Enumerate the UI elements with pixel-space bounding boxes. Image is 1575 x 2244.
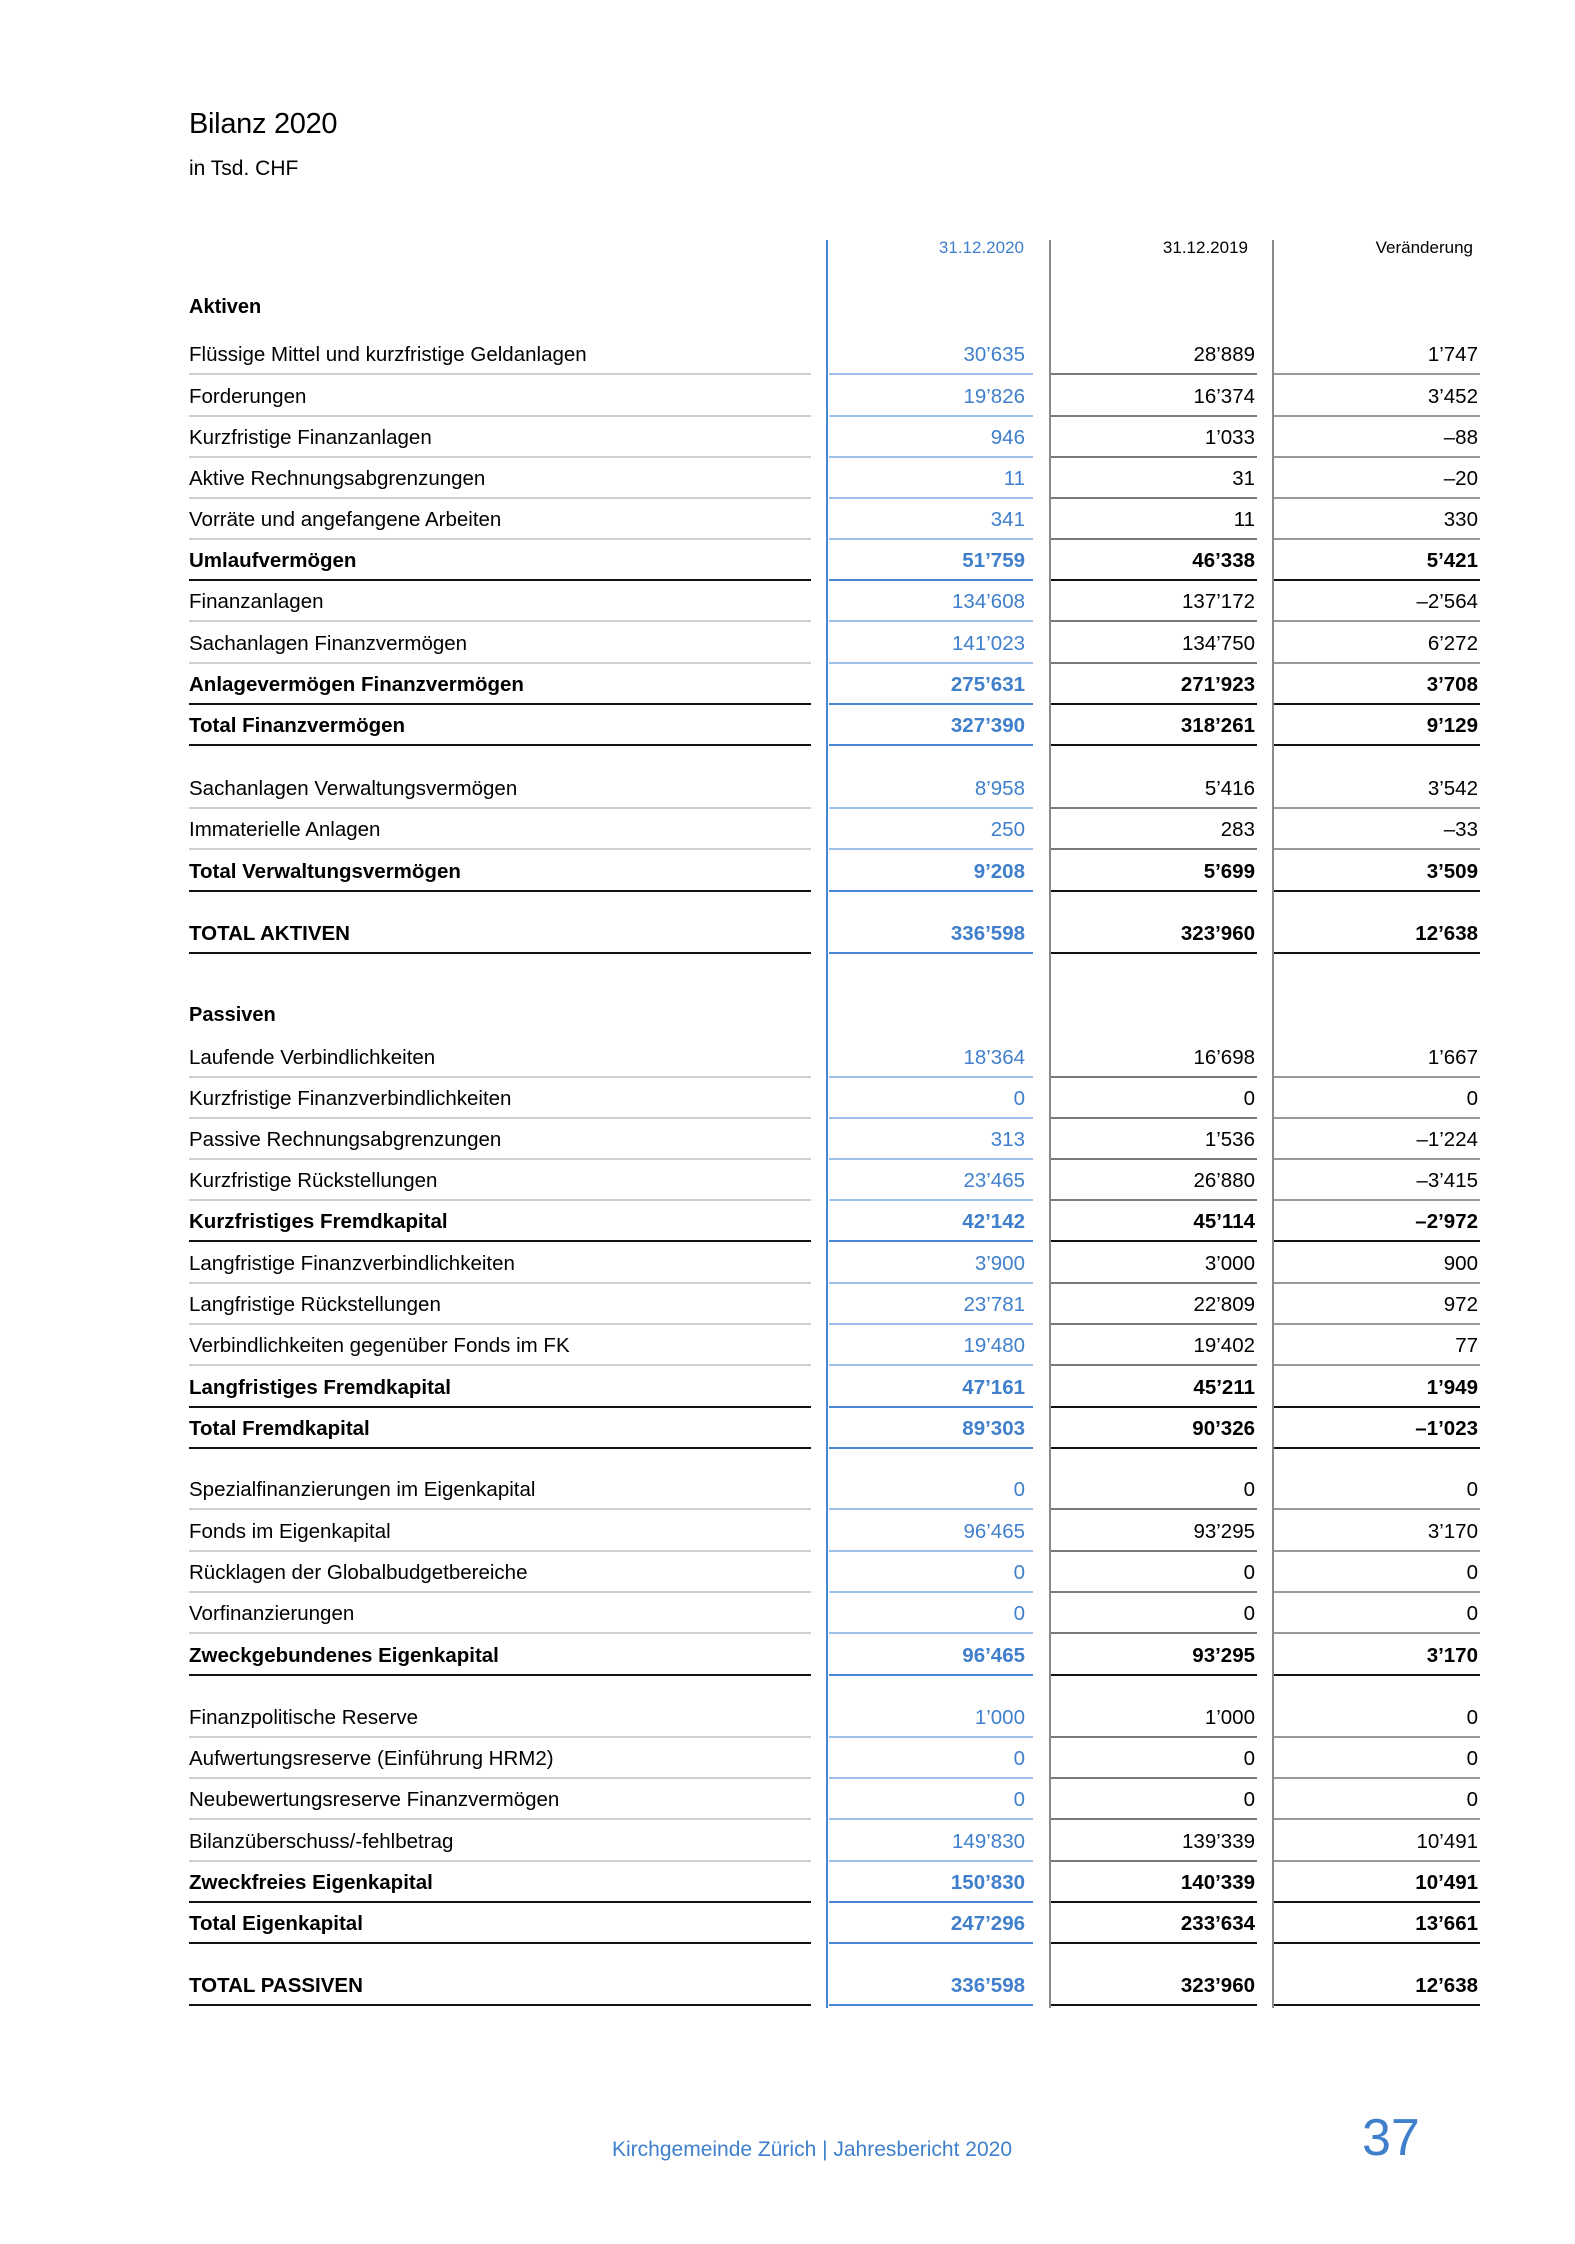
column-header-2020: 31.12.2020 [938, 238, 1024, 257]
value-2020: 150’830 [829, 1862, 1033, 1903]
table-row [0, 1635, 1575, 1676]
value-2019: 318’261 [1051, 705, 1257, 746]
value-change: 6’272 [1274, 623, 1480, 664]
value-2020: 0 [829, 1552, 1033, 1593]
row-label: Vorräte und angefangene Arbeiten [189, 499, 811, 540]
value-2020: 23’781 [829, 1284, 1033, 1325]
value-2019: 1’536 [1051, 1119, 1257, 1160]
row-label: Aktive Rechnungsabgrenzungen [189, 458, 811, 499]
value-change: 3’170 [1274, 1511, 1480, 1552]
value-2020: 51’759 [829, 540, 1033, 581]
value-2019: 26’880 [1051, 1160, 1257, 1201]
value-change: 1’667 [1274, 1037, 1480, 1078]
table-row [0, 1862, 1575, 1903]
section-heading-passiven: Passiven [189, 1004, 276, 1026]
row-label: Sachanlagen Verwaltungsvermögen [189, 768, 811, 809]
value-change: 0 [1274, 1697, 1480, 1738]
value-2020: 0 [829, 1078, 1033, 1119]
value-change: –33 [1274, 809, 1480, 850]
value-2020: 0 [829, 1738, 1033, 1779]
value-change: 900 [1274, 1243, 1480, 1284]
value-2019: 28’889 [1051, 334, 1257, 375]
table-row [0, 705, 1575, 746]
row-label: Flüssige Mittel und kurzfristige Geldanlagen [189, 334, 811, 375]
value-2020: 23’465 [829, 1160, 1033, 1201]
value-change: 13’661 [1274, 1903, 1480, 1944]
value-2019: 140’339 [1051, 1862, 1257, 1903]
value-2019: 93’295 [1051, 1635, 1257, 1676]
table-row [0, 1325, 1575, 1366]
value-2020: 141’023 [829, 623, 1033, 664]
table-row [0, 768, 1575, 809]
row-label: Spezialfinanzierungen im Eigenkapital [189, 1469, 811, 1510]
row-label: Verbindlichkeiten gegenüber Fonds im FK [189, 1325, 811, 1366]
row-label: Sachanlagen Finanzvermögen [189, 623, 811, 664]
row-label: Kurzfristiges Fremdkapital [189, 1201, 811, 1242]
value-2020: 30’635 [829, 334, 1033, 375]
value-change: –1’224 [1274, 1119, 1480, 1160]
table-row [0, 1201, 1575, 1242]
table-row [0, 809, 1575, 850]
value-2019: 45’211 [1051, 1367, 1257, 1408]
table-row [0, 376, 1575, 417]
value-2019: 283 [1051, 809, 1257, 850]
value-2019: 233’634 [1051, 1903, 1257, 1944]
table-row [0, 1552, 1575, 1593]
table-row [0, 1037, 1575, 1078]
value-2020: 247’296 [829, 1903, 1033, 1944]
value-2019: 45’114 [1051, 1201, 1257, 1242]
column-header-2019: 31.12.2019 [1162, 238, 1248, 257]
table-row [0, 499, 1575, 540]
table-row [0, 1078, 1575, 1119]
value-2020: 42’142 [829, 1201, 1033, 1242]
table-row [0, 1469, 1575, 1510]
row-label: Finanzpolitische Reserve [189, 1697, 811, 1738]
value-2020: 0 [829, 1779, 1033, 1820]
value-change: 10’491 [1274, 1862, 1480, 1903]
value-2019: 11 [1051, 499, 1257, 540]
value-change: –2’972 [1274, 1201, 1480, 1242]
value-2019: 1’000 [1051, 1697, 1257, 1738]
row-label: Aufwertungsreserve (Einführung HRM2) [189, 1738, 811, 1779]
footer-publication: Kirchgemeinde Zürich | Jahresbericht 2020 [612, 2138, 1012, 2161]
row-label: Laufende Verbindlichkeiten [189, 1037, 811, 1078]
value-2020: 327’390 [829, 705, 1033, 746]
value-2019: 0 [1051, 1593, 1257, 1634]
table-row [0, 1593, 1575, 1634]
value-change: –2’564 [1274, 581, 1480, 622]
table-row [0, 664, 1575, 705]
value-change: 1’949 [1274, 1367, 1480, 1408]
table-row [0, 1738, 1575, 1779]
value-2019: 0 [1051, 1552, 1257, 1593]
value-2019: 137’172 [1051, 581, 1257, 622]
value-2020: 11 [829, 458, 1033, 499]
table-row [0, 1697, 1575, 1738]
row-label: Kurzfristige Rückstellungen [189, 1160, 811, 1201]
row-label: Kurzfristige Finanzverbindlichkeiten [189, 1078, 811, 1119]
row-label: Fonds im Eigenkapital [189, 1511, 811, 1552]
row-label: Total Verwaltungsvermögen [189, 851, 811, 892]
value-change: 12’638 [1274, 1965, 1480, 2006]
value-2019: 19’402 [1051, 1325, 1257, 1366]
row-label: Langfristige Finanzverbindlichkeiten [189, 1243, 811, 1284]
value-2020: 336’598 [829, 913, 1033, 954]
value-2020: 96’465 [829, 1511, 1033, 1552]
value-change: 330 [1274, 499, 1480, 540]
table-row [0, 1119, 1575, 1160]
value-2020: 19’826 [829, 376, 1033, 417]
row-label: Neubewertungsreserve Finanzvermögen [189, 1779, 811, 1820]
value-change: 0 [1274, 1779, 1480, 1820]
table-row [0, 851, 1575, 892]
table-row [0, 1965, 1575, 2006]
row-label: Rücklagen der Globalbudgetbereiche [189, 1552, 811, 1593]
value-2019: 5’699 [1051, 851, 1257, 892]
value-2019: 0 [1051, 1078, 1257, 1119]
row-label: Langfristige Rückstellungen [189, 1284, 811, 1325]
row-label: Vorfinanzierungen [189, 1593, 811, 1634]
value-2020: 0 [829, 1593, 1033, 1634]
table-row [0, 1903, 1575, 1944]
value-change: 5’421 [1274, 540, 1480, 581]
value-change: 3’170 [1274, 1635, 1480, 1676]
value-change: 77 [1274, 1325, 1480, 1366]
value-2020: 89’303 [829, 1408, 1033, 1449]
table-row [0, 1284, 1575, 1325]
value-change: 972 [1274, 1284, 1480, 1325]
value-change: –88 [1274, 417, 1480, 458]
value-2020: 134’608 [829, 581, 1033, 622]
row-label: Total Eigenkapital [189, 1903, 811, 1944]
value-2019: 0 [1051, 1738, 1257, 1779]
value-2019: 46’338 [1051, 540, 1257, 581]
value-2020: 149’830 [829, 1821, 1033, 1862]
value-2019: 323’960 [1051, 913, 1257, 954]
value-2019: 0 [1051, 1779, 1257, 1820]
row-label: Passive Rechnungsabgrenzungen [189, 1119, 811, 1160]
value-2019: 139’339 [1051, 1821, 1257, 1862]
table-row [0, 540, 1575, 581]
value-2020: 18’364 [829, 1037, 1033, 1078]
unit-subtitle: in Tsd. CHF [189, 157, 299, 180]
table-row [0, 1511, 1575, 1552]
value-2019: 90’326 [1051, 1408, 1257, 1449]
value-change: –20 [1274, 458, 1480, 499]
value-2019: 134’750 [1051, 623, 1257, 664]
row-label: Immaterielle Anlagen [189, 809, 811, 850]
row-label: Bilanzüberschuss/-fehlbetrag [189, 1821, 811, 1862]
table-row [0, 623, 1575, 664]
value-change: 10’491 [1274, 1821, 1480, 1862]
value-2019: 22’809 [1051, 1284, 1257, 1325]
table-row [0, 458, 1575, 499]
value-2020: 341 [829, 499, 1033, 540]
table-row [0, 581, 1575, 622]
value-2019: 0 [1051, 1469, 1257, 1510]
row-label: Langfristiges Fremdkapital [189, 1367, 811, 1408]
section-heading-aktiven: Aktiven [189, 296, 262, 318]
table-row [0, 334, 1575, 375]
table-row [0, 1821, 1575, 1862]
value-2019: 323’960 [1051, 1965, 1257, 2006]
column-header-change: Veränderung [1375, 238, 1473, 257]
page-title: Bilanz 2020 [189, 108, 338, 140]
row-label: Umlaufvermögen [189, 540, 811, 581]
value-change: 0 [1274, 1593, 1480, 1634]
value-2019: 271’923 [1051, 664, 1257, 705]
value-2020: 250 [829, 809, 1033, 850]
value-2020: 3’900 [829, 1243, 1033, 1284]
row-label: Total Finanzvermögen [189, 705, 811, 746]
row-label: TOTAL AKTIVEN [189, 913, 811, 954]
value-2020: 19’480 [829, 1325, 1033, 1366]
value-2019: 93’295 [1051, 1511, 1257, 1552]
value-2020: 96’465 [829, 1635, 1033, 1676]
value-2019: 1’033 [1051, 417, 1257, 458]
value-change: 3’452 [1274, 376, 1480, 417]
row-label: Zweckfreies Eigenkapital [189, 1862, 811, 1903]
row-label: Forderungen [189, 376, 811, 417]
value-change: 1’747 [1274, 334, 1480, 375]
value-2019: 16’374 [1051, 376, 1257, 417]
value-2019: 31 [1051, 458, 1257, 499]
row-label: Zweckgebundenes Eigenkapital [189, 1635, 811, 1676]
table-row [0, 1408, 1575, 1449]
value-change: 3’542 [1274, 768, 1480, 809]
table-row [0, 417, 1575, 458]
value-2020: 9’208 [829, 851, 1033, 892]
value-change: 9’129 [1274, 705, 1480, 746]
value-2019: 5’416 [1051, 768, 1257, 809]
row-label: Anlagevermögen Finanzvermögen [189, 664, 811, 705]
value-change: 12’638 [1274, 913, 1480, 954]
value-2020: 275’631 [829, 664, 1033, 705]
value-change: –3’415 [1274, 1160, 1480, 1201]
row-label: TOTAL PASSIVEN [189, 1965, 811, 2006]
value-2020: 313 [829, 1119, 1033, 1160]
table-row [0, 1243, 1575, 1284]
value-2020: 336’598 [829, 1965, 1033, 2006]
value-2020: 1’000 [829, 1697, 1033, 1738]
table-row [0, 1367, 1575, 1408]
value-2020: 946 [829, 417, 1033, 458]
table-row [0, 1779, 1575, 1820]
value-2020: 47’161 [829, 1367, 1033, 1408]
value-2020: 8’958 [829, 768, 1033, 809]
value-change: 3’708 [1274, 664, 1480, 705]
row-label: Kurzfristige Finanzanlagen [189, 417, 811, 458]
value-2020: 0 [829, 1469, 1033, 1510]
table-row [0, 1160, 1575, 1201]
value-change: 0 [1274, 1078, 1480, 1119]
value-change: 0 [1274, 1469, 1480, 1510]
value-2019: 16’698 [1051, 1037, 1257, 1078]
row-label: Total Fremdkapital [189, 1408, 811, 1449]
value-change: –1’023 [1274, 1408, 1480, 1449]
value-change: 3’509 [1274, 851, 1480, 892]
table-row [0, 913, 1575, 954]
value-change: 0 [1274, 1552, 1480, 1593]
value-2019: 3’000 [1051, 1243, 1257, 1284]
value-change: 0 [1274, 1738, 1480, 1779]
row-label: Finanzanlagen [189, 581, 811, 622]
page-number: 37 [1362, 2109, 1420, 2167]
